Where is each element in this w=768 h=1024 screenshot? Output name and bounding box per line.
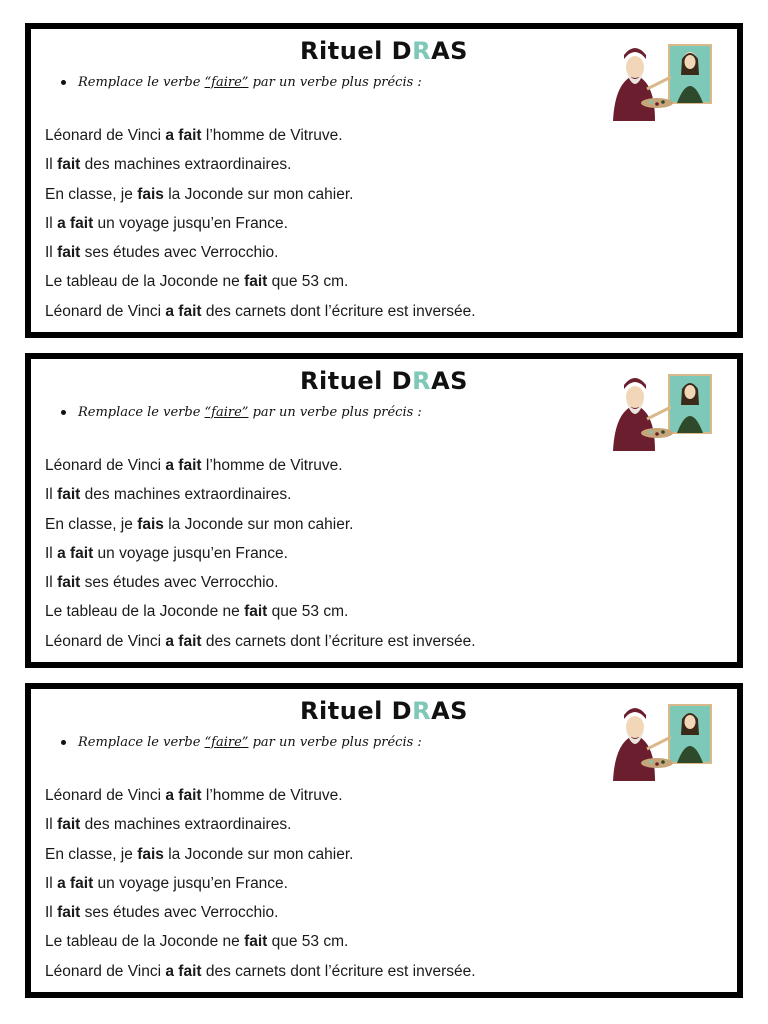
sentence: Il fait ses études avec Verrocchio. [45, 904, 279, 922]
sentence: Léonard de Vinci a fait l’homme de Vitruve. [45, 457, 343, 474]
instruction: Remplace le verbe “faire” par un verbe plus précis : [61, 735, 422, 750]
sentence: Il a fait un voyage jusqu’en France. [45, 214, 288, 232]
instruction: Remplace le verbe “faire” par un verbe plus précis : [61, 405, 422, 420]
sentence: En classe, je fais la Joconde sur mon cahier. [45, 845, 354, 863]
sentence: Il fait des machines extraordinaires. [45, 156, 292, 174]
sentence-list [45, 121, 476, 326]
card-title: Rituel DRAS [300, 367, 468, 395]
sentence: En classe, je fais la Joconde sur mon cahier. [45, 185, 354, 203]
sentence-list [45, 451, 476, 656]
bullet-icon [61, 410, 66, 415]
sentence: Léonard de Vinci a fait l’homme de Vitruve. [45, 787, 343, 804]
sentence: Léonard de Vinci a fait des carnets dont l’écriture est inversée. [45, 632, 476, 650]
leonardo-painting-mona-lisa-icon [609, 41, 719, 125]
sentence: Le tableau de la Joconde ne fait que 53 cm. [45, 603, 349, 621]
rituel-card-1 [25, 23, 743, 338]
sentence: Léonard de Vinci a fait l’homme de Vitruve. [45, 127, 343, 144]
instruction: Remplace le verbe “faire” par un verbe plus précis : [61, 75, 422, 90]
sentence: Léonard de Vinci a fait des carnets dont l’écriture est inversée. [45, 302, 476, 320]
bullet-icon [61, 80, 66, 85]
sentence: Le tableau de la Joconde ne fait que 53 cm. [45, 933, 349, 951]
sentence: Il fait des machines extraordinaires. [45, 486, 292, 504]
rituel-card-2 [25, 353, 743, 668]
sentence: En classe, je fais la Joconde sur mon cahier. [45, 515, 354, 533]
sentence: Il a fait un voyage jusqu’en France. [45, 874, 288, 892]
card-title: Rituel DRAS [300, 697, 468, 725]
sentence: Léonard de Vinci a fait des carnets dont l’écriture est inversée. [45, 962, 476, 980]
bullet-icon [61, 740, 66, 745]
card-title: Rituel DRAS [300, 37, 468, 65]
leonardo-painting-mona-lisa-icon [609, 371, 719, 455]
sentence: Le tableau de la Joconde ne fait que 53 cm. [45, 273, 349, 291]
rituel-card-3 [25, 683, 743, 998]
sentence-list [45, 781, 476, 986]
sentence: Il a fait un voyage jusqu’en France. [45, 544, 288, 562]
sentence: Il fait ses études avec Verrocchio. [45, 574, 279, 592]
leonardo-painting-mona-lisa-icon [609, 701, 719, 785]
sentence: Il fait des machines extraordinaires. [45, 816, 292, 834]
sentence: Il fait ses études avec Verrocchio. [45, 244, 279, 262]
